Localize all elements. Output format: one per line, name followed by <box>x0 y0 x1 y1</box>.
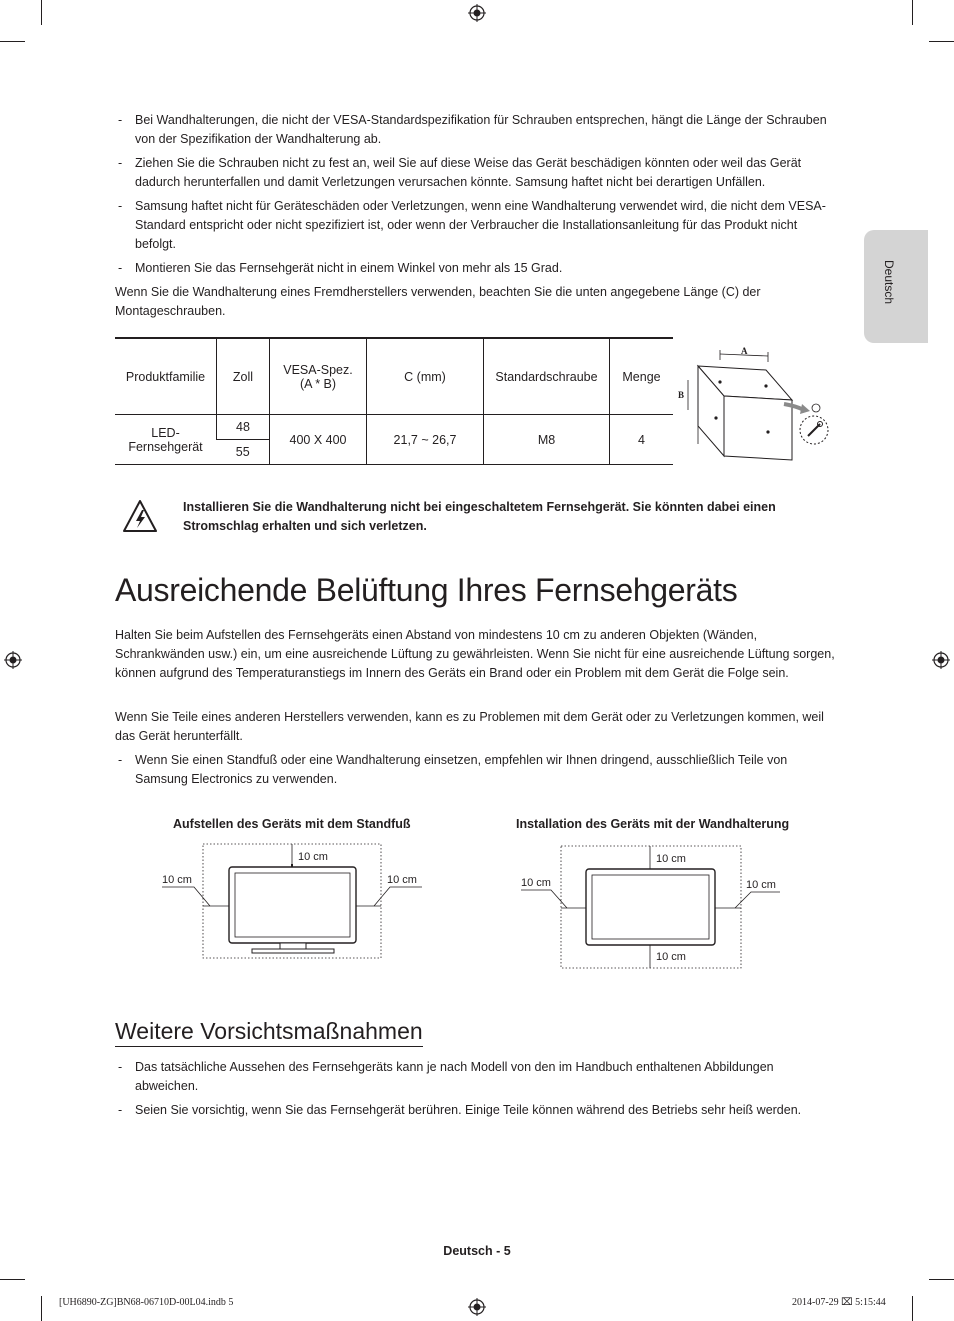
language-tab <box>864 230 928 343</box>
stand-clearance-figure <box>150 838 430 963</box>
language-tab-label: Deutsch <box>882 260 896 305</box>
table-cell: M8 <box>484 415 610 465</box>
table-header-row <box>115 338 673 415</box>
section-title: Ausreichende Belüftung Ihres Fernsehgeräts <box>115 572 738 608</box>
dimension-label-a: A <box>741 346 748 356</box>
crop-mark <box>929 41 954 42</box>
crop-mark <box>41 0 42 25</box>
wall-mount-notes <box>115 111 835 283</box>
wall-figure-caption: Installation des Geräts mit der Wandhalterung <box>516 817 790 831</box>
crop-mark <box>41 1296 42 1321</box>
list-item: - Montieren Sie das Fernsehgerät nicht in einem Winkel von mehr als 15 Grad. <box>115 259 835 278</box>
crop-mark <box>0 41 25 42</box>
crop-mark <box>912 0 913 25</box>
table-header: Zoll <box>217 338 270 415</box>
distance-label-top: 10 cm <box>298 851 328 863</box>
precaution-list <box>115 1058 835 1125</box>
table-header: Standardschraube <box>484 338 610 415</box>
table-cell: 48 <box>217 415 270 440</box>
list-item: - Samsung haftet nicht für Geräteschäden oder Verletzungen, wenn eine Wandhalterung verwendet wird, die nicht dem VESA-Standard entspricht oder nicht spezifiziert ist, oder wenn der Verbraucher die Installationsanleitung für das Produkt nicht befolgt. <box>115 197 835 254</box>
registration-mark-icon <box>468 4 486 22</box>
distance-label-left: 10 cm <box>521 877 551 889</box>
warning-text: Installieren Sie die Wandhalterung nicht bei eingeschaltetem Fernsehgerät. Sie könnten dabei einen Stromschlag erhalten und sich verletzen. <box>183 500 776 533</box>
distance-label-top: 10 cm <box>656 853 686 865</box>
table-cell: LED- Fernsehgerät <box>115 415 217 465</box>
distance-label-right: 10 cm <box>746 879 776 891</box>
page-number: Deutsch - 5 <box>443 1244 511 1258</box>
table-header: VESA-Spez. (A * B) <box>270 338 367 415</box>
crop-mark <box>912 1296 913 1321</box>
list-item: - Wenn Sie einen Standfuß oder eine Wandhalterung einsetzen, empfehlen wir Ihnen dringend, ausschließlich Teile von Samsung Electronics zu verwenden. <box>115 751 835 789</box>
section-bullets <box>115 751 835 794</box>
distance-label-right: 10 cm <box>387 874 417 886</box>
print-date-info: 2014-07-29 ⌧ 5:15:44 <box>792 1297 886 1308</box>
registration-mark-icon <box>468 1298 486 1316</box>
registration-mark-icon <box>4 651 22 669</box>
section-paragraph: Wenn Sie Teile eines anderen Herstellers verwenden, kann es zu Problemen mit dem Gerät oder zu Verletzungen kommen, weil das Gerät herunterfällt. <box>115 710 824 743</box>
intro-paragraph: Wenn Sie die Wandhalterung eines Fremdherstellers verwenden, beachten Sie die unten angegebene Länge (C) der Montageschrauben. <box>115 285 761 318</box>
distance-label-left: 10 cm <box>162 874 192 886</box>
section-paragraph: Halten Sie beim Aufstellen des Fernsehgeräts einen Abstand von mindestens 10 cm zu anderen Objekten (Wänden, Schrankwänden usw.) ein, um eine ausreichende Lüftung zu gewährleisten. Wenn Sie nicht für eine ausreichende Lüftung sorgen, können aufgrund des Temperaturanstiegs im Innern des Geräts ein Brand oder ein Problem mit dem Gerät die Folge sein. <box>115 628 835 680</box>
print-file-info: [UH6890-ZG]BN68-06710D-00L04.indb 5 <box>59 1297 234 1308</box>
distance-label-bottom: 10 cm <box>656 951 686 963</box>
table-row <box>115 415 673 440</box>
list-item: - Das tatsächliche Aussehen des Fernsehgeräts kann je nach Modell von den im Handbuch enthaltenen Abbildungen abweichen. <box>115 1058 835 1096</box>
table-cell: 400 X 400 <box>270 415 367 465</box>
table-cell: 21,7 ~ 26,7 <box>367 415 484 465</box>
wall-mount-diagram <box>676 344 836 464</box>
list-item: - Seien Sie vorsichtig, wenn Sie das Fernsehgerät berühren. Einige Teile können während des Betriebs sehr heiß werden. <box>115 1101 835 1120</box>
sub-section-title: Weitere Vorsichtsmaßnahmen <box>115 1018 423 1047</box>
crop-mark <box>929 1279 954 1280</box>
list-item: - Bei Wandhalterungen, die nicht der VESA-Standardspezifikation für Schrauben entsprechen, hängt die Länge der Schrauben von der Spezifikation der Wandhalterung ab. <box>115 111 835 149</box>
table-header: C (mm) <box>367 338 484 415</box>
dimension-label-b: B <box>678 390 685 400</box>
table-header: Produktfamilie <box>115 338 217 415</box>
wall-mount-spec-table <box>115 337 673 465</box>
high-voltage-warning-icon <box>122 499 158 533</box>
list-item: - Ziehen Sie die Schrauben nicht zu fest an, weil Sie auf diese Weise das Gerät beschädigen könnten oder weil das Gerät dadurch herunterfallen und damit Verletzungen verursachen könnte. Samsung haftet nicht bei derartigen Unfällen. <box>115 154 835 192</box>
table-cell: 55 <box>217 440 270 465</box>
table-cell: 4 <box>610 415 674 465</box>
registration-mark-icon <box>932 651 950 669</box>
wall-clearance-figure <box>515 840 790 972</box>
crop-mark <box>0 1279 25 1280</box>
stand-figure-caption: Aufstellen des Geräts mit dem Standfuß <box>173 817 411 831</box>
table-header: Menge <box>610 338 674 415</box>
